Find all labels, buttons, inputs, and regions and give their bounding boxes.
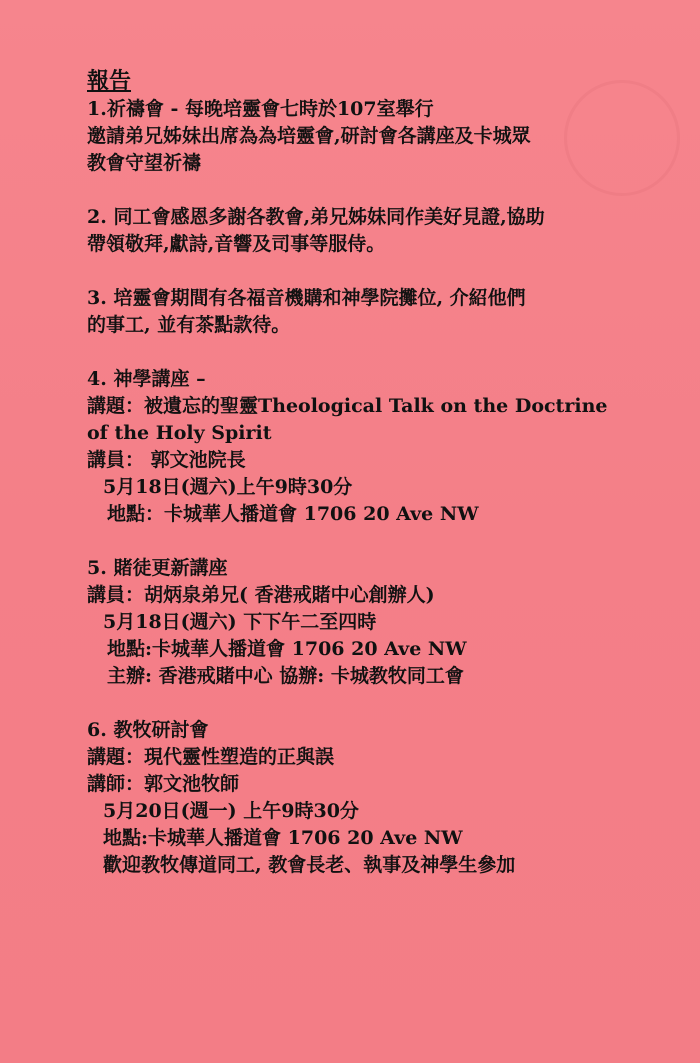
announcement-body [87, 66, 667, 906]
section-2-heading: 2. 同工會感恩多謝各教會,弟兄姊妹同作美好見證,協助 [87, 206, 545, 228]
section-6-heading: 6. 教牧研討會 [87, 719, 209, 741]
section-3-line-2: 的事工, 並有茶點款待。 [87, 314, 291, 336]
section-6-datetime: 5月20日(週一) 上午9時30分 [103, 800, 359, 822]
section-1-line-2: 邀請弟兄姊妹出席為為培靈會,研討會各講座及卡城眾 [87, 125, 531, 147]
section-5-datetime: 5月18日(週六) 下下午二至四時 [103, 611, 377, 633]
section-theology-talk [87, 366, 667, 528]
page-title: 報告 [87, 68, 132, 94]
section-1-heading: 1.祈禱會 - 每晚培靈會七時於107室舉行 [87, 98, 434, 120]
section-5-speaker: 講員：胡炳泉弟兄( 香港戒賭中心創辦人) [87, 584, 435, 606]
section-1-line-3: 教會守望祈禱 [87, 152, 202, 174]
section-3-heading: 3. 培靈會期間有各福音機購和神學院攤位, 介紹他們 [87, 287, 526, 309]
section-4-heading: 4. 神學講座 – [87, 368, 206, 390]
section-4-location: 地點：卡城華人播道會 1706 20 Ave NW [107, 503, 479, 525]
section-2-line-2: 帶領敬拜,獻詩,音響及司事等服侍。 [87, 233, 386, 255]
section-prayer-meeting [87, 96, 667, 177]
section-gambling-talk [87, 555, 667, 690]
section-6-location: 地點:卡城華人播道會 1706 20 Ave NW [103, 827, 463, 849]
section-4-speaker: 講員： 郭文池院長 [87, 449, 246, 471]
section-5-heading: 5. 賭徒更新講座 [87, 557, 228, 579]
section-6-welcome: 歡迎教牧傳道同工, 教會長老、執事及神學生參加 [103, 854, 516, 876]
section-4-topic: 講題：被遺忘的聖靈Theological Talk on the Doctrine [87, 395, 608, 417]
section-5-organizers: 主辦: 香港戒賭中心 協辦: 卡城教牧同工會 [107, 665, 464, 687]
section-booths [87, 285, 667, 339]
section-4-datetime: 5月18日(週六)上午9時30分 [103, 476, 353, 498]
section-4-topic-cont: of the Holy Spirit [87, 422, 272, 444]
section-coworkers-thanks [87, 204, 667, 258]
section-6-topic: 講題：現代靈性塑造的正與誤 [87, 746, 335, 768]
section-pastoral-seminar [87, 717, 667, 879]
section-5-location: 地點:卡城華人播道會 1706 20 Ave NW [107, 638, 467, 660]
section-6-speaker: 講師：郭文池牧師 [87, 773, 240, 795]
